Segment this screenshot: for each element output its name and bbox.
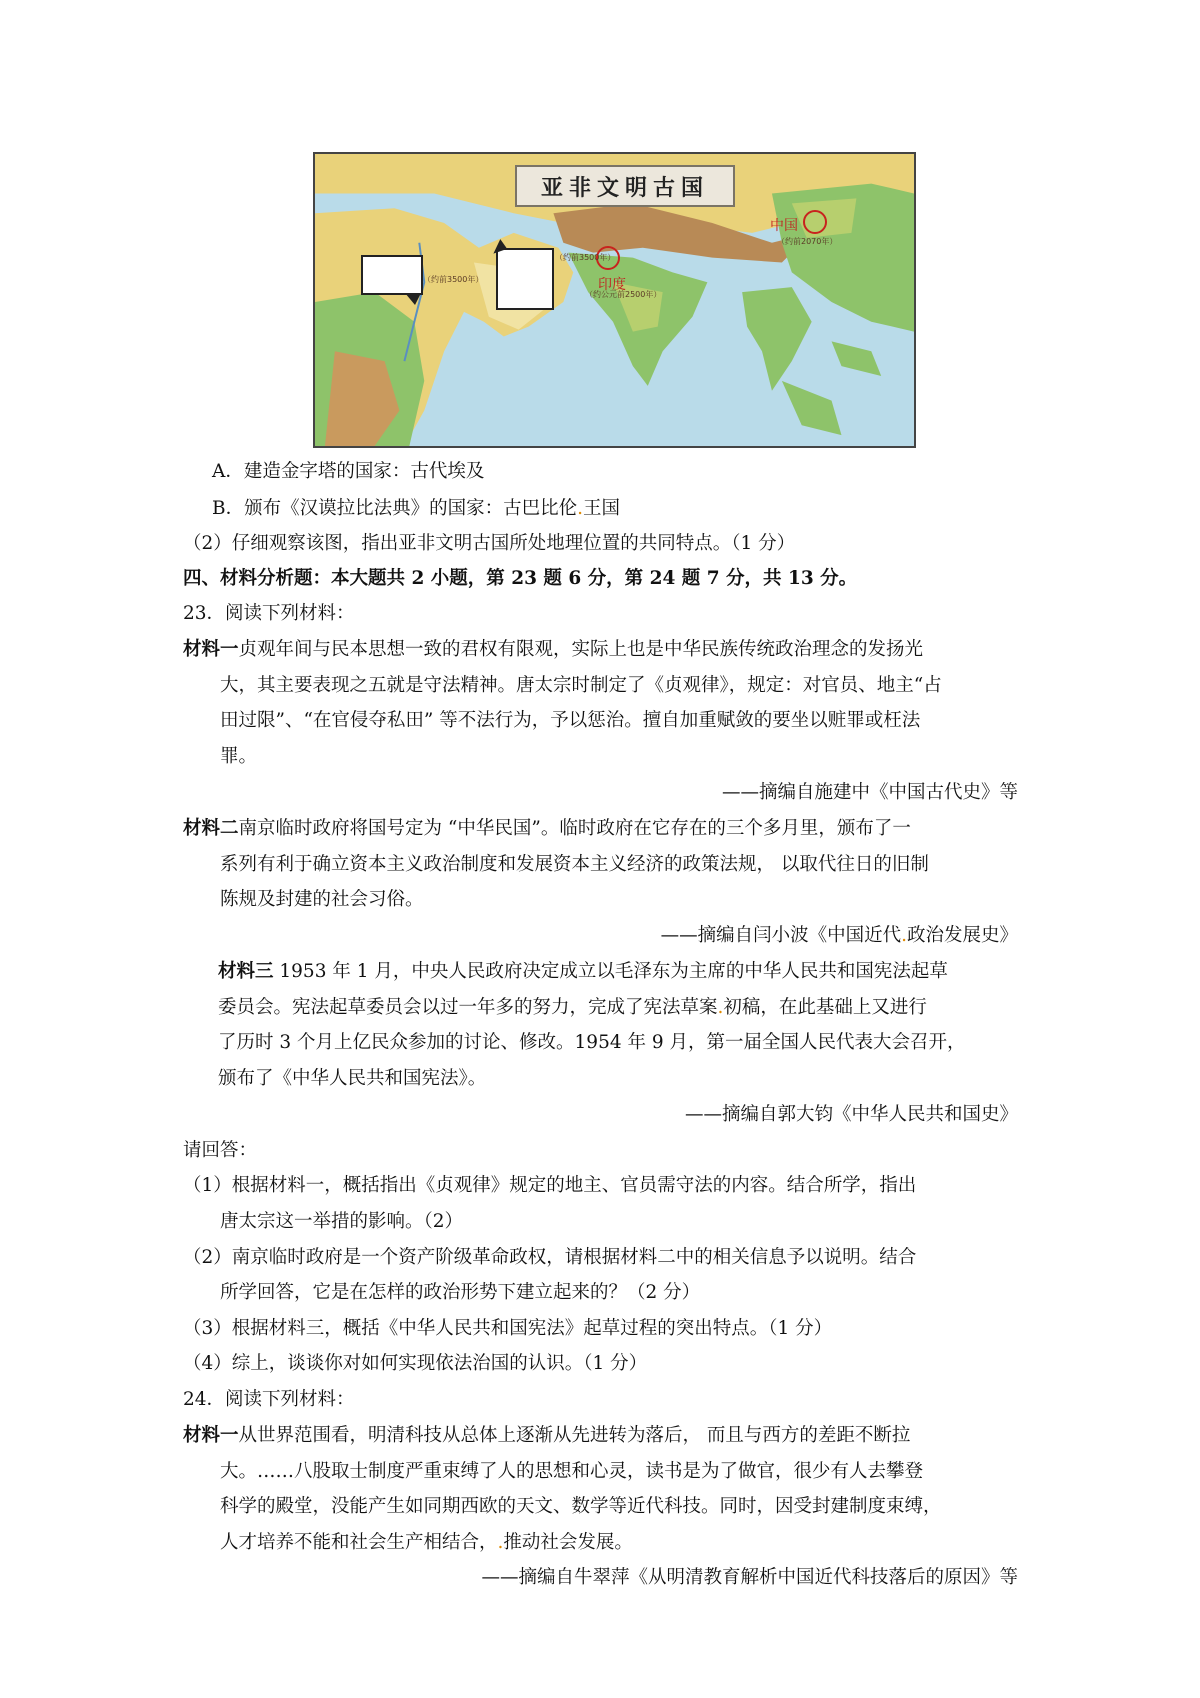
- q23-s4: （4）综上，谈谈你对如何实现依法治国的认识。（1 分）: [183, 1353, 648, 1374]
- q24-m1-text: 从世界范围看，明清科技从总体上逐渐从先进转为落后， 而且与西方的差距不断拉: [238, 1425, 911, 1446]
- q24-m1-line4-end: 推动社会发展。: [503, 1532, 633, 1553]
- q23-m2-line2: 系列有利于确立资本主义政治制度和发展资本主义经济的政策法规， 以取代往日的旧制: [220, 854, 929, 875]
- q23-s1-line1: （1）根据材料一，概括指出《贞观律》规定的地主、官员需守法的内容。结合所学，指出: [183, 1175, 917, 1196]
- circle-marker-china-icon: [803, 210, 827, 234]
- q23-m3-line1: [218, 960, 948, 984]
- q23-m2-source-text: ——摘编自闫小波《中国近代: [660, 925, 902, 946]
- q23-m1-source: ——摘编自施建中《中国古代史》等: [721, 782, 1018, 803]
- q23-m3-line4: 颁布了《中华人民共和国宪法》。: [218, 1068, 487, 1089]
- map-title-box: [515, 165, 735, 207]
- q23-s2-line2: 所学回答，它是在怎样的政治形势下建立起来的？（2 分）: [220, 1282, 701, 1303]
- q24-m1-line2: 大。……八股取士制度严重束缚了人的思想和心灵，读书是为了做官，很少有人去攀登: [220, 1461, 924, 1482]
- q23-m3-source: ——摘编自郭大钧《中华人民共和国史》: [684, 1104, 1018, 1125]
- q23-m2-source-end: 政治发展史》: [906, 925, 1018, 946]
- q23-m2-line1: [183, 817, 911, 841]
- q23-m1-line2: 大，其主要表现之五就是守法精神。唐太宗时制定了《贞观律》，规定：对官员、地主“占: [220, 675, 942, 696]
- q23-m3-text: 1953 年 1 月，中央人民政府决定成立以毛泽东为主席的中华人民共和国宪法起草: [273, 961, 948, 982]
- map-label-egypt-date: （约前3500年）: [423, 275, 484, 284]
- map-label-china-date: （约前2070年）: [777, 237, 838, 246]
- map-label-india-date: （约公元前2500年）: [585, 290, 662, 299]
- callout-tail-icon: [405, 293, 421, 305]
- q24-m1-line4: [220, 1531, 633, 1555]
- emphasis-dot: .: [497, 1532, 504, 1553]
- q24-m1-source: ——摘编自牛翠萍《从明清教育解析中国近代科技落后的原因》等: [481, 1567, 1018, 1588]
- question22-sub2: （2）仔细观察该图，指出亚非文明古国所处地理位置的共同特点。（1 分）: [183, 533, 796, 554]
- map-title: 亚非文明古国: [540, 175, 709, 201]
- map-label-india: 印度: [598, 277, 626, 293]
- option-b: [212, 497, 620, 521]
- emphasis-dot: .: [717, 997, 724, 1018]
- option-b-text: B．颁布《汉谟拉比法典》的国家：古巴比伦: [212, 498, 578, 519]
- q23-m3-label: 材料三: [218, 961, 274, 982]
- asia-africa-civilizations-map: [313, 152, 916, 448]
- q23-m2-line3: 陈规及封建的社会习俗。: [220, 889, 424, 910]
- q23-ask: 请回答：: [183, 1140, 258, 1161]
- emphasis-dot: .: [901, 925, 907, 946]
- q23-m2-source: [661, 924, 1018, 948]
- q23-m1-text: 贞观年间与民本思想一致的君权有限观，实际上也是中华民族传统政治理念的发扬光: [238, 639, 924, 660]
- q24-m1-label: 材料一: [183, 1425, 239, 1446]
- callout-box-egypt: [361, 255, 423, 295]
- q23-m3-line3: 了历时 3 个月上亿民众参加的讨论、修改。1954 年 9 月，第一届全国人民代表大会召开，: [218, 1032, 966, 1053]
- q23-m2-label: 材料二: [183, 818, 239, 839]
- q23-s2-line1: （2）南京临时政府是一个资产阶级革命政权，请根据材料二中的相关信息予以说明。结合: [183, 1247, 917, 1268]
- map-label-meso-date: （约前3500年）: [555, 253, 616, 262]
- q23-s1-line2: 唐太宗这一举措的影响。（2）: [220, 1211, 464, 1232]
- q24-m1-line3: 科学的殿堂，没能产生如同期西欧的天文、数学等近代科技。同时，因受封建制度束缚，: [220, 1496, 942, 1517]
- option-b-text-end: 王国: [583, 498, 621, 519]
- map-label-china: 中国: [770, 218, 798, 234]
- q24-m1-line1: [183, 1424, 910, 1448]
- q23-m1-label: 材料一: [183, 639, 239, 660]
- emphasis-dot: .: [577, 498, 583, 519]
- q24-m1-line4-text: 人才培养不能和社会生产相结合，: [220, 1532, 498, 1553]
- q23-m2-text: 南京临时政府将国号定为 “中华民国”。临时政府在它存在的三个多月里，颁布了一: [238, 818, 911, 839]
- q23-m3-line2-text: 委员会。宪法起草委员会以过一年多的努力，完成了宪法草案: [218, 997, 718, 1018]
- q23-m1-line1: [183, 638, 923, 662]
- q24-intro: 24．阅读下列材料：: [183, 1389, 355, 1410]
- option-a: A．建造金字塔的国家：古代埃及: [212, 461, 485, 482]
- q23-m3-line2: [218, 996, 927, 1020]
- callout-box-mesopotamia: [496, 248, 554, 310]
- q23-m3-line2-end: 初稿，在此基础上又进行: [723, 997, 927, 1018]
- q23-m1-line3: 田过限”、“在官侵夺私田” 等不法行为，予以惩治。擅自加重赋敛的要坐以赃罪或枉法: [220, 710, 921, 731]
- q23-s3: （3）根据材料三，概括《中华人民共和国宪法》起草过程的突出特点。（1 分）: [183, 1318, 833, 1339]
- q23-m1-line4: 罪。: [220, 746, 258, 767]
- q23-intro: 23．阅读下列材料：: [183, 603, 355, 624]
- section4-heading: 四、材料分析题：本大题共 2 小题，第 23 题 6 分，第 24 题 7 分，共 13 分。: [183, 568, 858, 589]
